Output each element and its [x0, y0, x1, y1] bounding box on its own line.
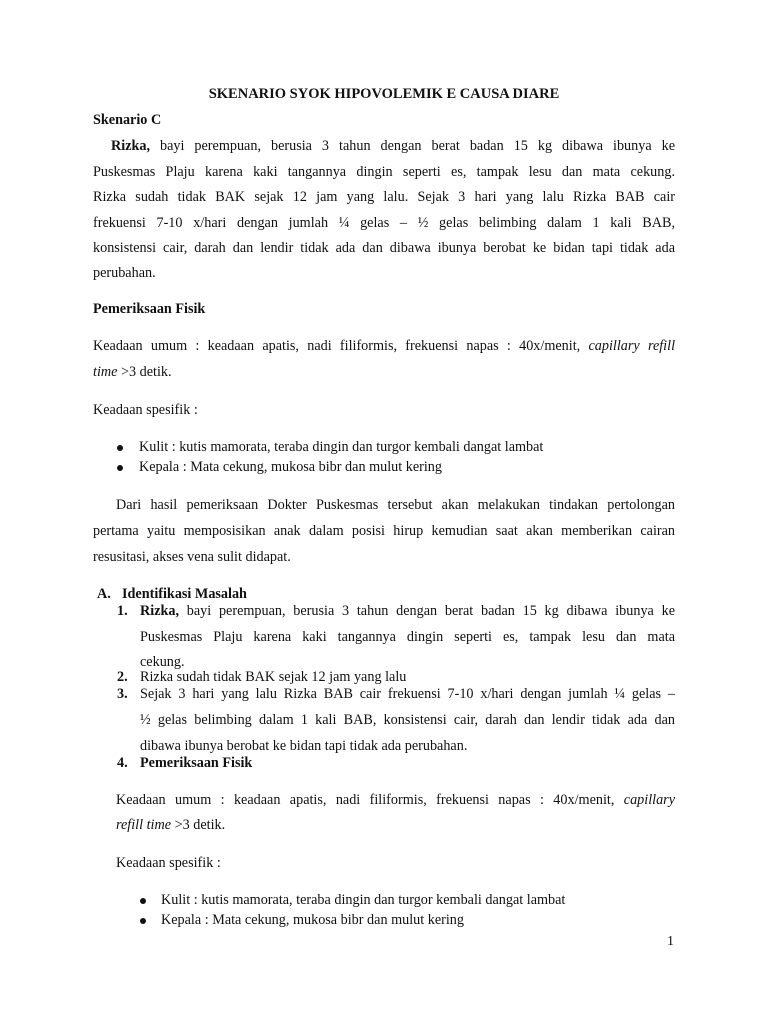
specific-state-label: Keadaan spesifik :	[93, 402, 198, 418]
list-item-line: ½ gelas belimbing dalam 1 kali BAB, konsistensi cair, darah dan lendir tidak ada dan	[140, 712, 675, 728]
specific-state-label: Keadaan spesifik :	[116, 855, 221, 871]
general-state-line: refill time >3 detik.	[116, 817, 226, 833]
list-item-line: dibawa ibunya berobat ke bidan tapi tidak ada perubahan.	[140, 738, 468, 754]
list-item-line: Rizka, bayi perempuan, berusia 3 tahun dengan berat badan 15 kg dibawa ibunya ke	[140, 603, 675, 619]
scenario-line: Rizka sudah tidak BAK sejak 12 jam yang lalu. Sejak 3 hari yang lalu Rizka BAB cair	[93, 189, 675, 205]
list-item-line: cekung.	[140, 654, 185, 670]
list-number: 1.	[117, 603, 128, 619]
result-line: Dari hasil pemeriksaan Dokter Puskesmas tersebut akan melakukan tindakan pertolongan	[116, 497, 675, 513]
list-number: 3.	[117, 686, 128, 702]
document-title: SKENARIO SYOK HIPOVOLEMIK E CAUSA DIARE	[208, 86, 560, 102]
result-line: pertama yaitu memposisikan anak dalam posisi hirup kemudian saat akan memberikan cairan	[93, 523, 675, 539]
list-number: 4.	[117, 755, 128, 771]
general-state-line: Keadaan umum : keadaan apatis, nadi filiformis, frekuensi napas : 40x/menit, capillary	[116, 792, 675, 808]
section-a-heading: Identifikasi Masalah	[122, 586, 247, 602]
page-number: 1	[667, 934, 674, 949]
general-state-line: Keadaan umum : keadaan apatis, nadi filiformis, frekuensi napas : 40x/menit, capillary refill	[93, 338, 676, 354]
list-item-line: Puskesmas Plaju karena kaki tangannya dingin seperti es, tampak lesu dan mata	[140, 629, 675, 645]
bullet-icon	[117, 465, 123, 471]
scenario-line: Puskesmas Plaju karena kaki tangannya dingin seperti es, tampak lesu dan mata cekung.	[93, 164, 675, 180]
list-item-heading: Pemeriksaan Fisik	[140, 755, 253, 771]
section-a-letter: A.	[97, 586, 111, 602]
general-state-line: time >3 detik.	[93, 364, 172, 380]
scenario-line: Rizka, bayi perempuan, berusia 3 tahun dengan berat badan 15 kg dibawa ibunya ke	[111, 138, 675, 154]
physical-exam-heading: Pemeriksaan Fisik	[93, 301, 206, 317]
document-page: SKENARIO SYOK HIPOVOLEMIK E CAUSA DIARE Skenario C Rizka, bayi perempuan, berusia 3 tahun dengan berat badan 15 kg dibawa ibunya ke Puskesmas Plaju karena kaki tangannya dingin seperti es, tampak lesu dan mata cekung. Rizka sudah tidak BAK sejak 12 jam yang lalu. Sejak 3 hari yang lalu Rizka BAB cair frekuensi 7-10 x/hari dengan jumlah ¼ gelas – ½ gelas belimbing dalam 1 kali BAB, konsistensi cair, darah dan lendir tidak ada dan dibawa ibunya berobat ke bidan tapi tidak ada perubahan. Pemeriksaan Fisik Keadaan umum : keadaan apatis, nadi filiformis, frekuensi napas : 40x/menit, capillary refill time >3 detik. Keadaan spesifik : Kulit : kutis mamorata, teraba dingin dan turgor kembali dangat lambat Kepala : Mata cekung, mukosa bibr dan mulut kering Dari hasil pemeriksaan Dokter Puskesmas tersebut akan melakukan tindakan pertolongan pertama yaitu memposisikan anak dalam posisi hirup kemudian saat akan memberikan cairan resusitasi, akses vena sulit didapat. A. Identifikasi Masalah 1. Rizka, bayi perempuan, berusia 3 tahun dengan berat badan 15 kg dibawa ibunya ke Puskesmas Plaju karena kaki tangannya dingin seperti es, tampak lesu dan mata cekung. 2. Rizka sudah tidak BAK sejak 12 jam yang lalu 3. Sejak 3 hari yang lalu Rizka BAB cair frekuensi 7-10 x/hari dengan jumlah ¼ gelas – ½ gelas belimbing dalam 1 kali BAB, konsistensi cair, darah dan lendir tidak ada dan dibawa ibunya berobat ke bidan tapi tidak ada perubahan. 4. Pemeriksaan Fisik Keadaan umum : keadaan apatis, nadi filiformis, frekuensi napas : 40x/menit, capillary refill time >3 detik. Keadaan spesifik : Kulit : kutis mamorata, teraba dingin dan turgor kembali dangat lambat Kepala : Mata cekung, mukosa bibr dan mulut kering 1	[0, 0, 768, 1024]
list-item-line: Rizka sudah tidak BAK sejak 12 jam yang lalu	[140, 669, 407, 685]
bullet-icon	[140, 918, 146, 924]
list-number: 2.	[117, 669, 128, 685]
scenario-line: frekuensi 7-10 x/hari dengan jumlah ¼ gelas – ½ gelas belimbing dalam 1 kali BAB,	[93, 215, 675, 231]
scenario-name: Rizka,	[111, 138, 151, 154]
scenario-line: perubahan.	[93, 265, 156, 281]
scenario-line: konsistensi cair, darah dan lendir tidak ada dan dibawa ibunya berobat ke bidan tapi tidak ada	[93, 240, 675, 256]
bullet-icon	[140, 898, 146, 904]
result-line: resusitasi, akses vena sulit didapat.	[93, 549, 291, 565]
list-item-line: Sejak 3 hari yang lalu Rizka BAB cair frekuensi 7-10 x/hari dengan jumlah ¼ gelas –	[140, 686, 675, 702]
scenario-label: Skenario C	[93, 112, 162, 128]
bullet-icon	[117, 445, 123, 451]
